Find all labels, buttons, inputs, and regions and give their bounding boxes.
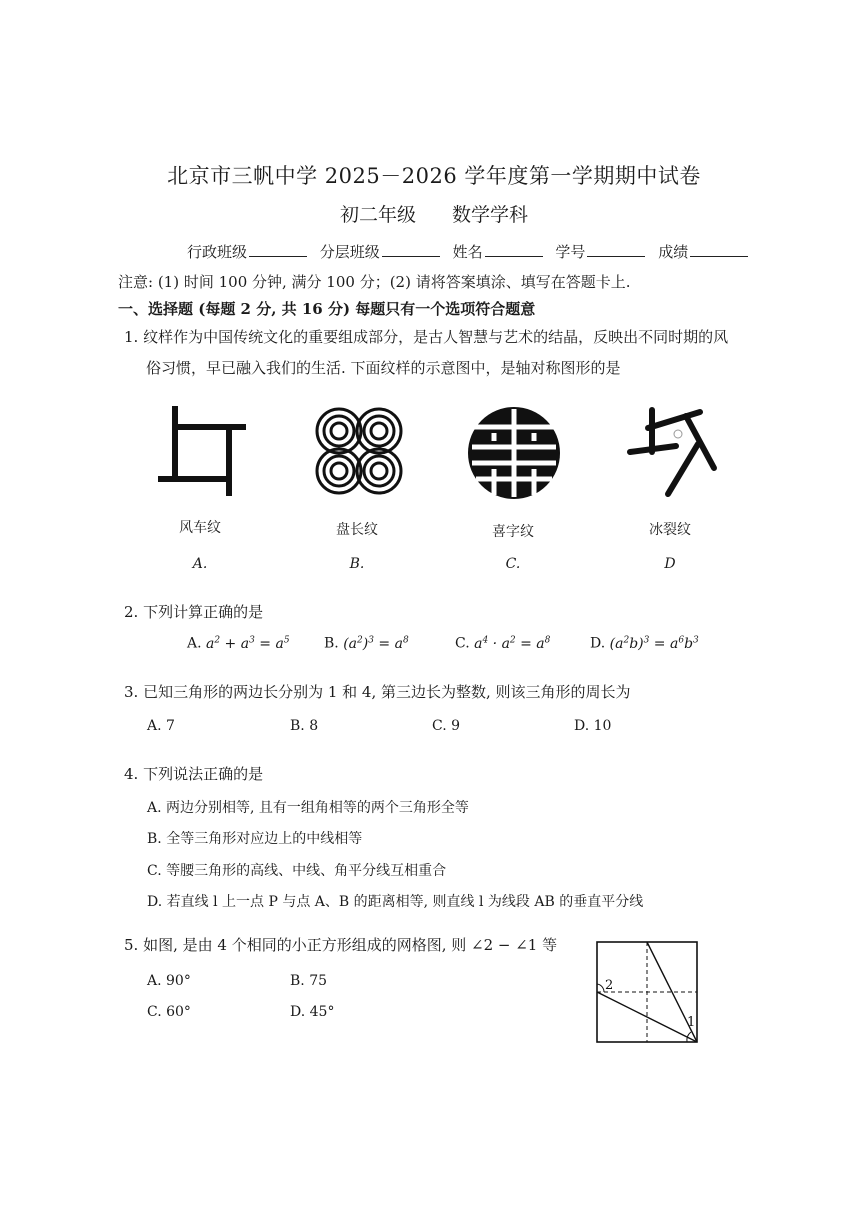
q4-option-a[interactable]: A. 两边分别相等, 且有一组角相等的两个三角形全等	[147, 800, 469, 816]
subject-label: 数学学科	[452, 204, 529, 226]
pattern-binglie	[622, 404, 722, 500]
q3-option-b[interactable]: B. 8	[290, 718, 319, 734]
field-score-label: 成绩	[658, 243, 689, 261]
q3-option-d[interactable]: D. 10	[574, 718, 612, 734]
exam-note: 注意: (1) 时间 100 分钟, 满分 100 分；(2) 请将答案填涂、填写在答题卡上.	[118, 273, 631, 291]
q3-option-c[interactable]: C. 9	[432, 718, 461, 734]
field-score-blank	[690, 242, 748, 257]
caption-xizi: 喜字纹	[492, 524, 534, 540]
field-class-blank	[249, 242, 307, 257]
q5-option-a[interactable]: A. 90°	[147, 973, 191, 989]
q3-option-a[interactable]: A. 7	[147, 718, 175, 734]
q5-grid-figure	[595, 940, 701, 1046]
student-info-row	[187, 241, 756, 262]
q3-stem: 3. 已知三角形的两边长分别为 1 和 4, 第三边长为整数, 则该三角形的周长为	[124, 683, 631, 701]
q4-option-d[interactable]: D. 若直线 l 上一点 P 与点 A、B 的距离相等, 则直线 l 为线段 AB 的垂直平分线	[147, 894, 644, 910]
q2-stem: 2. 下列计算正确的是	[124, 603, 264, 621]
field-name-blank	[485, 242, 543, 257]
q2-option-d-expr: $(a^2b)^3 = a^6b^3$	[609, 635, 699, 652]
exam-subtitle	[0, 200, 868, 227]
q2-option-b-expr: $(a^2)^3 = a^8$	[343, 635, 409, 652]
exam-title: 北京市三帆中学 2025－2026 学年度第一学期期中试卷	[167, 164, 701, 188]
q5-option-c[interactable]: C. 60°	[147, 1004, 191, 1020]
q4-stem: 4. 下列说法正确的是	[124, 765, 264, 783]
field-class-label: 行政班级	[187, 243, 248, 261]
q2-option-c-expr: $a^4 \cdot a^2 = a^8$	[474, 635, 551, 652]
q5-option-b[interactable]: B. 75	[290, 973, 328, 989]
q4-option-c[interactable]: C. 等腰三角形的高线、中线、角平分线互相重合	[147, 863, 447, 879]
q1-option-b[interactable]: B.	[349, 556, 365, 572]
angle-2-label: 2	[605, 978, 614, 993]
q1-stem-line1: 1. 纹样作为中国传统文化的重要组成部分，是古人智慧与艺术的结晶，反映出不同时期的风	[124, 328, 729, 346]
q2-option-a-expr: $a^2 + a^3 = a^5$	[206, 635, 290, 652]
field-id-blank	[587, 242, 645, 257]
q1-option-a[interactable]: A.	[192, 556, 208, 572]
q2-option-b-label: B.	[324, 635, 339, 652]
q5-option-d[interactable]: D. 45°	[290, 1004, 335, 1020]
q1-stem-line2: 俗习惯，早已融入我们的生活. 下面纹样的示意图中，是轴对称图形的是	[146, 359, 621, 377]
grade-label: 初二年级	[339, 204, 416, 226]
q2-option-d-label: D.	[590, 635, 606, 652]
section-heading: 一、选择题 (每题 2 分, 共 16 分) 每题只有一个选项符合题意	[118, 300, 536, 318]
caption-panchang: 盘长纹	[336, 522, 378, 538]
field-name-label: 姓名	[452, 243, 483, 261]
q2-option-a[interactable]	[187, 635, 290, 652]
pattern-fengche	[153, 403, 249, 497]
q2-option-b[interactable]	[324, 635, 409, 652]
pattern-xizi	[466, 405, 562, 501]
q2-option-c-label: C.	[455, 635, 470, 652]
q4-option-b[interactable]: B. 全等三角形对应边上的中线相等	[147, 831, 363, 847]
q5-stem: 5. 如图, 是由 4 个相同的小正方形组成的网格图, 则 ∠2 − ∠1 等	[124, 936, 558, 954]
caption-fengche: 风车纹	[179, 520, 221, 536]
q1-option-c[interactable]: C.	[505, 556, 521, 572]
field-level-blank	[382, 242, 440, 257]
pattern-panchang	[311, 405, 407, 497]
caption-binglie: 冰裂纹	[649, 522, 691, 538]
field-level-label: 分层班级	[319, 243, 380, 261]
field-id-label: 学号	[555, 243, 586, 261]
q2-option-d[interactable]	[590, 635, 699, 652]
q2-option-c[interactable]	[455, 635, 550, 652]
q2-option-a-label: A.	[187, 635, 202, 652]
q1-option-d[interactable]: D	[664, 556, 676, 572]
angle-1-label: 1	[687, 1015, 696, 1030]
